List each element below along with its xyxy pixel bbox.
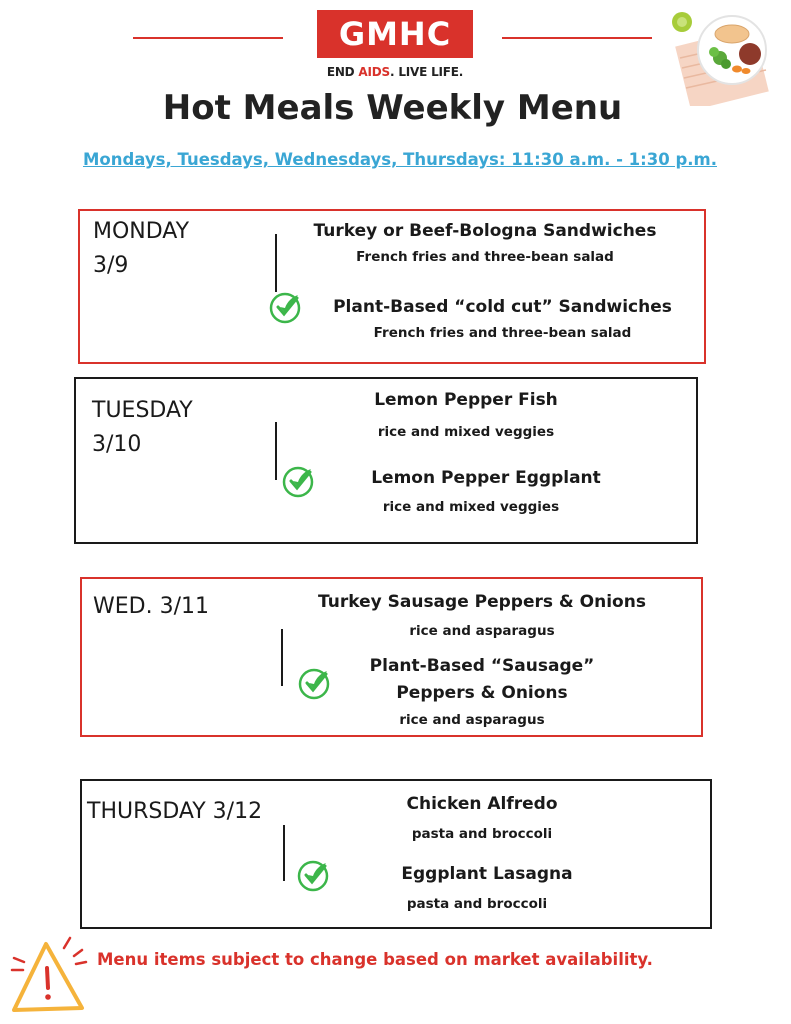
- day-label: [92, 394, 193, 462]
- leaf-check-icon: [296, 859, 330, 893]
- day-name: THURSDAY 3/12: [87, 799, 263, 824]
- day-label: [93, 590, 209, 624]
- tagline-aids: AIDS: [358, 65, 390, 79]
- day-name: WED. 3/11: [93, 594, 209, 619]
- day-card-monday: [78, 209, 706, 364]
- leaf-check-icon: [281, 465, 315, 499]
- logo-tagline: [300, 65, 490, 79]
- divider-line: [275, 422, 277, 480]
- meal-option-main: Plant-Based “cold cut” Sandwiches: [333, 297, 672, 317]
- day-date: 3/10: [92, 432, 142, 457]
- tagline-part1: END: [326, 65, 359, 79]
- meal-option-main: Turkey Sausage Peppers & Onions: [318, 592, 646, 612]
- day-label: [87, 795, 262, 829]
- meal-option-main: Turkey or Beef-Bologna Sandwiches: [313, 221, 657, 241]
- day-name: TUESDAY: [92, 398, 193, 423]
- page-title: Hot Meals Weekly Menu: [162, 88, 623, 128]
- meal-option-main: Lemon Pepper Eggplant: [371, 468, 601, 488]
- meal-option-side: pasta and broccoli: [406, 896, 548, 912]
- availability-notice: Menu items subject to change based on market availability.: [97, 950, 653, 969]
- tagline-part2: . LIVE LIFE.: [389, 65, 464, 79]
- meal-option-main: Peppers & Onions: [396, 683, 568, 703]
- leaf-check-icon: [297, 667, 331, 701]
- divider-line: [283, 825, 285, 881]
- meal-option-main: Lemon Pepper Fish: [374, 390, 558, 410]
- meal-option-side: rice and mixed veggies: [377, 424, 555, 440]
- day-card-wednesday: [80, 577, 703, 737]
- day-label: [93, 215, 189, 283]
- meal-option-side: rice and mixed veggies: [382, 499, 560, 515]
- meal-option-main: Eggplant Lasagna: [401, 864, 573, 884]
- day-name: MONDAY: [93, 219, 190, 244]
- day-card-thursday: [80, 779, 712, 929]
- meal-option-side: pasta and broccoli: [411, 826, 553, 842]
- meal-option-side: rice and asparagus: [409, 623, 555, 639]
- meal-option-side: French fries and three-bean salad: [356, 249, 614, 265]
- warning-icon: [8, 932, 96, 1016]
- leaf-check-icon: [268, 291, 302, 325]
- meal-option-side: French fries and three-bean salad: [373, 325, 632, 341]
- header-rule-left: [133, 37, 283, 39]
- header-rule-right: [502, 37, 652, 39]
- meal-option-main: Plant-Based “Sausage”: [369, 656, 595, 676]
- meal-option-side: rice and asparagus: [399, 712, 545, 728]
- service-hours: Mondays, Tuesdays, Wednesdays, Thursdays: 11:30 a.m. - 1:30 p.m.: [82, 150, 717, 169]
- meal-option-main: Chicken Alfredo: [406, 794, 558, 814]
- day-date: 3/9: [93, 253, 129, 278]
- day-card-tuesday: [74, 377, 698, 544]
- gmhc-logo: GMHC: [317, 10, 473, 58]
